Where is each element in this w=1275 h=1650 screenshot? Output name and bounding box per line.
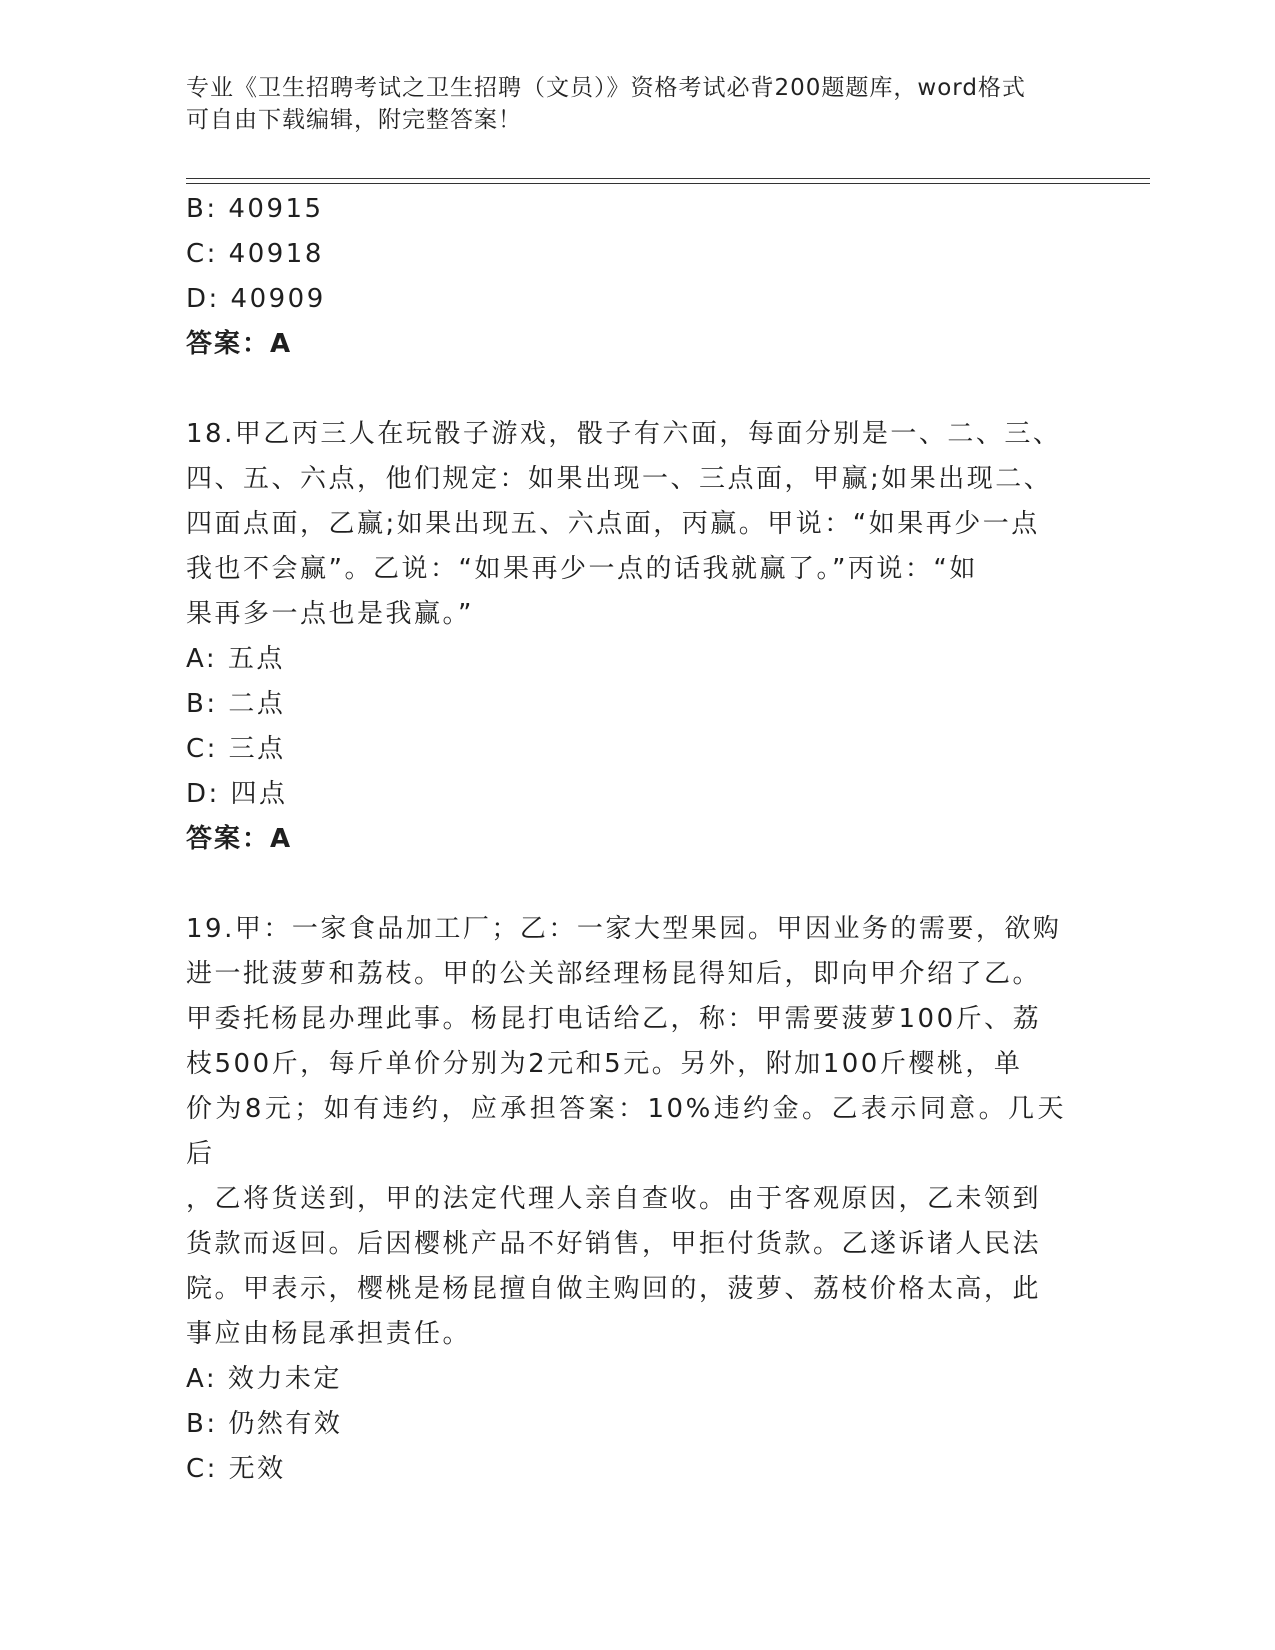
answer-line: 答案：A [186,329,293,359]
header-divider-bottom [186,183,1150,184]
header-title-line-2: 可自由下载编辑，附完整答案！ [186,107,522,133]
page-header [186,72,1066,136]
stem-line: 货款而返回。后因樱桃产品不好销售，甲拒付货款。乙遂诉诸人民法 [186,1229,1042,1259]
option-b: B: 仍然有效 [186,1409,343,1439]
stem-line: 甲委托杨昆办理此事。杨昆打电话给乙，称：甲需要菠萝100斤、荔 [186,1004,1042,1034]
answer-line: 答案：A [186,824,293,854]
stem-line: 事应由杨昆承担责任。 [186,1319,472,1349]
option-b: B: 40915 [186,194,324,224]
stem-line: 院。甲表示，樱桃是杨昆擅自做主购回的，菠萝、荔枝价格太高，此 [186,1274,1042,1304]
option-a: A: 效力未定 [186,1364,342,1394]
option-d: D: 40909 [186,284,326,314]
option-d: D: 四点 [186,779,288,809]
spacer [186,862,1066,907]
stem-line: 18.甲乙丙三人在玩骰子游戏，骰子有六面，每面分别是一、二、三、 [186,419,1062,449]
prev-question [186,187,1066,367]
question-stem [186,412,1066,637]
question-stem [186,907,1066,1357]
option-c: C: 40918 [186,239,324,269]
option-b: B: 二点 [186,689,286,719]
stem-line: 19.甲：一家食品加工厂；乙：一家大型果园。甲因业务的需要，欲购 [186,914,1062,944]
stem-line: 果再多一点也是我赢。” [186,599,474,629]
stem-line: 价为8元；如有违约，应承担答案：10%违约金。乙表示同意。几天后 [186,1094,1066,1169]
stem-line: 四、五、六点，他们规定：如果出现一、三点面，甲赢;如果出现二、 [186,464,1053,494]
question-18 [186,412,1066,862]
stem-line: 我也不会赢”。乙说：“如果再少一点的话我就赢了。”丙说：“如 [186,554,978,584]
spacer [186,367,1066,412]
stem-line: 四面点面，乙赢;如果出现五、六点面，丙赢。甲说：“如果再少一点 [186,509,1040,539]
question-19 [186,907,1066,1492]
stem-line: 进一批菠萝和荔枝。甲的公关部经理杨昆得知后，即向甲介绍了乙。 [186,959,1042,989]
option-c: C: 无效 [186,1454,286,1484]
header-title-line-1: 专业《卫生招聘考试之卫生招聘（文员）》资格考试必背200题题库，word格式 [186,75,1026,101]
question-content [186,187,1066,1492]
option-a: A: 五点 [186,644,285,674]
option-c: C: 三点 [186,734,286,764]
stem-line: ，乙将货送到，甲的法定代理人亲自查收。由于客观原因，乙未领到 [186,1184,1042,1214]
stem-line: 枝500斤，每斤单价分别为2元和5元。另外，附加100斤樱桃，单 [186,1049,1023,1079]
header-divider-top [186,178,1150,179]
